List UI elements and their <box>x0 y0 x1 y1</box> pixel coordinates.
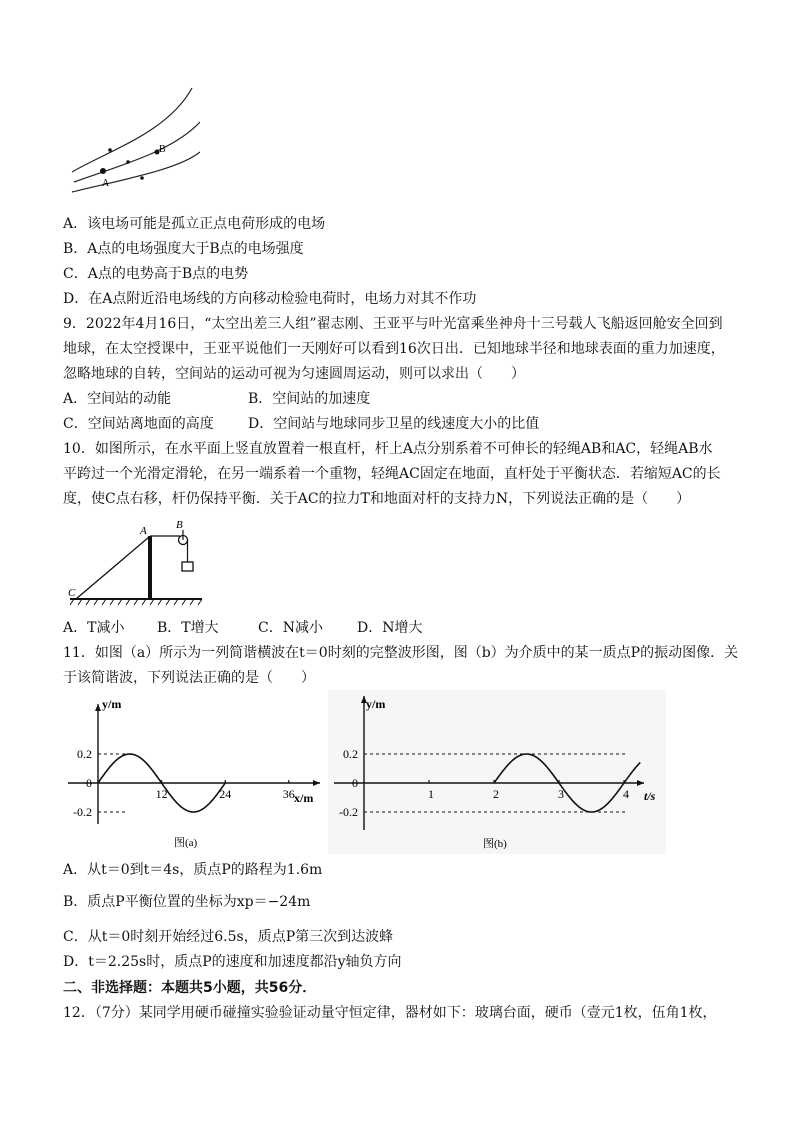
chart-a-ylabel: y/m <box>102 697 122 711</box>
q9-option-c: C．空间站离地面的高度 <box>63 416 214 432</box>
q10-stem-line2: 平跨过一个光滑定滑轮，在另一端系着一个重物，轻绳AC固定在地面，直杆处于平衡状态．若缩短AC的长 <box>63 466 721 482</box>
label-b: B <box>159 144 166 155</box>
x-tick-label: 1 <box>428 787 434 801</box>
q8-option-a: A．该电场可能是孤立正点电荷形成的电场 <box>63 216 326 232</box>
y-tick-label: 0 <box>352 776 358 790</box>
point-a <box>100 168 106 174</box>
x-tick-label: 3 <box>558 787 564 801</box>
q11-option-c: C．从t＝0时刻开始经过6.5s，质点P第三次到达波蜂 <box>63 929 394 945</box>
x-tick-label: 12 <box>155 787 168 801</box>
vibration-graph-b <box>328 690 668 854</box>
q9-stem-line1: 9．2022年4月16日，“太空出差三人组”翟志刚、王亚平与叶光富乘坐神舟十三号载人飞船返回舱安全回到 <box>63 316 723 332</box>
q10-option-a: A．T减小 <box>63 620 125 636</box>
q9-option-b: B．空间站的加速度 <box>248 391 371 407</box>
chart-b-background <box>328 690 666 854</box>
vertical-pole <box>148 536 152 599</box>
chart-b-ylabel: y/m <box>366 697 386 711</box>
q11-option-a: A．从t＝0到t＝4s，质点P的路程为1.6m <box>63 862 323 878</box>
q8-option-c: C．A点的电势高于B点的电势 <box>63 266 249 282</box>
dot-top-line <box>108 148 112 152</box>
weight-block <box>182 562 193 571</box>
field-line-middle <box>74 122 200 182</box>
q9-option-d: D．空间站与地球同步卫星的线速度大小的比值 <box>248 416 540 432</box>
chart-a-caption: 图(a) <box>174 837 198 849</box>
q10-stem-line1: 10．如图所示，在水平面上竖直放置着一根直杆，杆上A点分别系着不可伸长的轻绳AB和AC，轻绳AB水 <box>63 441 713 457</box>
q8-option-d: D．在A点附近沿电场线的方向移动检验电荷时，电场力对其不作功 <box>63 291 477 307</box>
pole-label-c: C <box>68 587 76 599</box>
x-tick-label: 2 <box>493 787 499 801</box>
field-line-top <box>72 88 192 172</box>
chart-b-xlabel: t/s <box>644 789 656 803</box>
pole-label-b: B <box>176 519 183 531</box>
y-tick-label: 0.2 <box>77 747 92 761</box>
q11-option-b: B．质点P平衡位置的坐标为xp＝−24m <box>63 894 311 910</box>
wave-graph-a <box>62 696 324 854</box>
x-tick-label: 24 <box>219 787 232 801</box>
x-tick-label: 4 <box>623 787 629 801</box>
q12-stem-line1: 12．（7分）某同学用硬币碰撞实验验证动量守恒定律，器材如下：玻璃台面，硬币（壹元1枚，伍角1枚， <box>63 1005 717 1021</box>
dot-middle-line <box>126 160 130 164</box>
pole-label-a: A <box>140 525 147 537</box>
q11-stem-line2: 于该简谐波，下列说法正确的是（ ） <box>63 670 315 686</box>
section-heading: 二、非选择题：本题共5小题，共56分． <box>63 980 317 996</box>
label-a: A <box>102 178 110 189</box>
origin-label: 0 <box>86 776 92 790</box>
y-axis-arrow <box>95 704 101 711</box>
q9-stem-line2: 地球，在太空授课中，王亚平说他们一天刚好可以看到16次日出．已知地球半径和地球表面的重力加速度， <box>63 341 725 357</box>
dot-bottom-line <box>140 176 144 180</box>
q10-option-d: D．N增大 <box>357 620 423 636</box>
chart-a-xlabel: x/m <box>294 791 314 805</box>
q9-stem-line3: 忽略地球的自转，空间站的运动可视为匀速圆周运动，则可以求出（ ） <box>63 366 525 382</box>
q10-option-b: B．T增大 <box>157 620 219 636</box>
q11-stem-line1: 11．如图（a）所示为一列简谐横波在t＝0时刻的完整波形图，图（b）为介质中的某一质点P的振动图像．关 <box>63 645 739 661</box>
field-line-bottom <box>72 152 200 192</box>
y-tick-label: -0.2 <box>73 805 92 819</box>
q8-option-b: B．A点的电场强度大于B点的电场强度 <box>63 241 304 257</box>
x-tick-label: 36 <box>282 787 295 801</box>
rope-ac <box>76 537 149 599</box>
x-axis-arrow <box>313 780 320 786</box>
q10-option-c: C．N减小 <box>258 620 323 636</box>
chart-b-caption: 图(b) <box>483 838 507 850</box>
q11-option-d: D．t＝2.25s时，质点P的速度和加速度都沿y轴负方向 <box>63 954 402 970</box>
pole-figure <box>62 518 212 610</box>
field-lines-figure <box>60 82 200 194</box>
y-tick-label: 0.2 <box>343 747 358 761</box>
q9-option-a: A．空间站的动能 <box>63 391 172 407</box>
q10-stem-line3: 度，使C点右移，杆仍保持平衡．关于AC的拉力T和地面对杆的支持力N，下列说法正确的是（ ） <box>63 491 691 507</box>
y-tick-label: -0.2 <box>339 805 358 819</box>
